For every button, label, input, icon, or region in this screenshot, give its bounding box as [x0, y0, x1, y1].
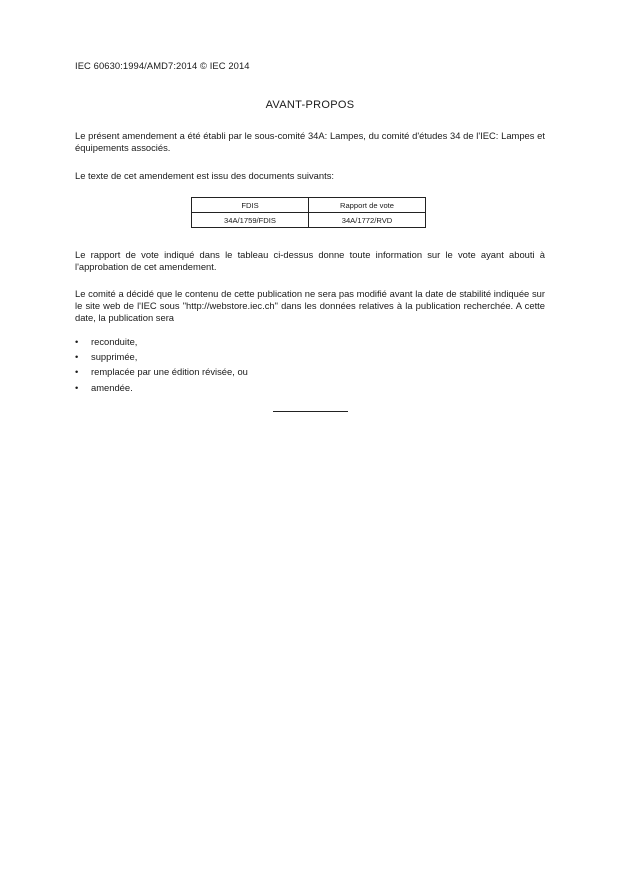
table-row	[192, 213, 426, 228]
paragraph-documents-intro: Le texte de cet amendement est issu des documents suivants:	[75, 170, 334, 181]
document-header: IEC 60630:1994/AMD7:2014 © IEC 2014	[75, 60, 250, 71]
table-cell: 34A/1772/RVD	[309, 213, 426, 228]
bullet-icon: •	[75, 381, 79, 393]
paragraph-stability: Le comité a décidé que le contenu de cette publication ne sera pas modifié avant la date de stabilité indiquée sur le site web de l'IEC sous "http://webstore.iec.ch" dans les données relatives à la publication recherchée. A cette date, la publication sera	[75, 288, 545, 323]
list-item-text: reconduite,	[91, 336, 138, 347]
bullet-icon: •	[75, 336, 79, 347]
list-item	[75, 380, 248, 395]
page-title: AVANT-PROPOS	[265, 99, 355, 111]
table-cell: 34A/1759/FDIS	[192, 213, 309, 228]
table-header-cell: Rapport de vote	[309, 198, 426, 213]
documents-table	[191, 197, 426, 228]
bullet-icon: •	[75, 366, 79, 378]
table-header-cell: FDIS	[192, 198, 309, 213]
list-item	[75, 364, 248, 379]
list-item-text: remplacée par une édition révisée, ou	[91, 366, 248, 378]
bullet-list	[75, 334, 248, 395]
section-end-rule	[273, 411, 348, 412]
list-item-text: amendée.	[91, 381, 133, 393]
list-item	[75, 349, 248, 364]
bullet-icon: •	[75, 351, 79, 363]
table-header-row	[192, 198, 426, 213]
list-item	[75, 334, 248, 349]
paragraph-committee: Le présent amendement a été établi par le sous-comité 34A: Lampes, du comité d'études 34 de l'IEC: Lampes et équipements associés.	[75, 130, 545, 153]
list-item-text: supprimée,	[91, 351, 138, 363]
paragraph-vote-report: Le rapport de vote indiqué dans le tableau ci-dessus donne toute information sur le vote ayant abouti à l'approbation de cet amendement.	[75, 249, 545, 272]
